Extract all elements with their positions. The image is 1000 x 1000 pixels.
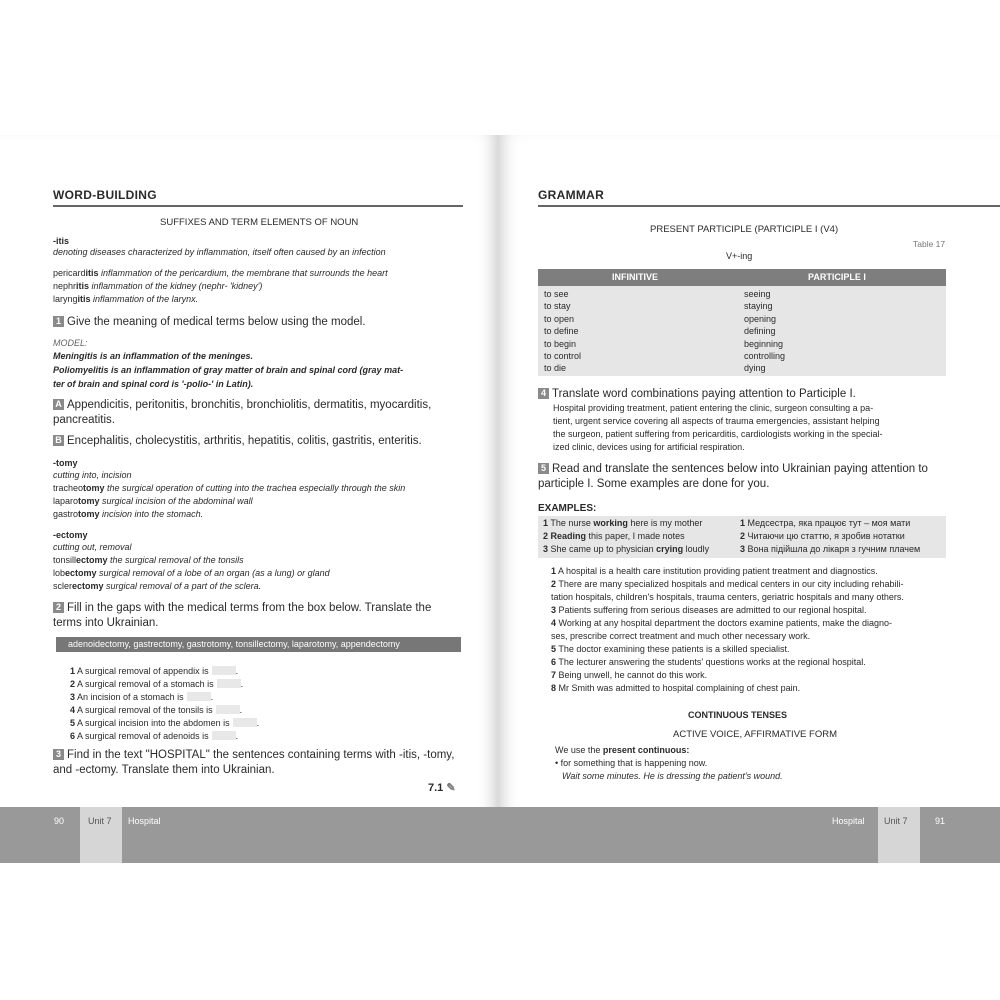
bullet-icon: •: [555, 758, 561, 768]
exercise-a: A Appendicitis, peritonitis, bronchitis, bronchiolitis, dermatitis, myocarditis, pancreatitis.: [53, 399, 432, 426]
suffix-ectomy: -ectomy: [53, 530, 88, 540]
unit-label: Unit 7: [88, 816, 112, 826]
footer-title: Hospital: [128, 816, 161, 826]
page-number: 91: [935, 816, 946, 826]
suffix-tomy: -tomy: [53, 458, 78, 468]
footer-title-block: [498, 807, 878, 863]
exercise-number: A: [53, 399, 64, 410]
model-label: MODEL:: [53, 338, 88, 348]
table-cell-infinitive: to see: [544, 289, 569, 299]
exercise-number: 4: [538, 388, 549, 399]
examples-label: EXAMPLES:: [538, 503, 597, 514]
gap-item: 4 A surgical removal of the tonsils is .: [70, 705, 243, 715]
model-line: Poliomyelitis is an inflammation of gray matter of brain and spinal cord (gray mat-: [53, 365, 404, 375]
gap-blank[interactable]: [216, 705, 240, 714]
sentence-line: 6 The lecturer answering the students' questions works at the regional hospital.: [551, 657, 866, 667]
table-cell-participle: dying: [744, 363, 766, 374]
footer-page-block: [920, 807, 1000, 863]
reference-number: 7.1 ✎: [428, 782, 456, 794]
table-cell-infinitive: to define: [544, 326, 579, 337]
gap-item: 3 An incision of a stomach is .: [70, 692, 214, 702]
exercise-3: 3 Find in the text "HOSPITAL" the sentences containing terms with -itis, -tomy, and -ectomy. Translate them into Ukrainian.: [53, 749, 455, 776]
footer-page-block: [0, 807, 80, 863]
sentence-line: 5 The doctor examining these patients is a skilled specialist.: [551, 644, 790, 654]
gap-blank[interactable]: [217, 679, 241, 688]
term-line: lobectomy surgical removal of a lobe of an organ (as a lung) or gland: [53, 568, 330, 578]
exercise-2: 2 Fill in the gaps with the medical terms from the box below. Translate the terms into Ukrainian.: [53, 602, 432, 629]
sentence-line: tation hospitals, children's hospitals, trauma centers, geriatric hospitals and many others.: [551, 592, 904, 602]
exercise-number: 1: [53, 316, 64, 327]
suffix-itis: -itis: [53, 236, 70, 246]
example-sentence: Wait some minutes. He is dressing the patient's wound.: [562, 771, 783, 781]
sentence-line: 4 Working at any hospital department the doctors examine patients, make the diagno-: [551, 618, 893, 628]
sentence-line: 7 Being unwell, he cannot do this work.: [551, 670, 708, 680]
left-page: [0, 135, 498, 863]
continuous-subtitle: ACTIVE VOICE, AFFIRMATIVE FORM: [673, 729, 837, 740]
term-line: laparotomy surgical incision of the abdominal wall: [53, 496, 253, 506]
gap-blank[interactable]: [212, 666, 236, 675]
subtitle: PRESENT PARTICIPLE (PARTICIPLE I (V4): [650, 224, 839, 235]
suffix-itis-desc: denoting diseases characterized by inflammation, itself often caused by an infection: [53, 247, 386, 257]
sentence-line: 1 A hospital is a health care institution providing patient treatment and diagnostics.: [551, 566, 878, 576]
ex4-line: tient, urgent service covering all aspects of trauma emergencies, assistant helping: [553, 416, 880, 426]
exercise-number: 5: [538, 463, 549, 474]
header-infinitive: INFINITIVE: [612, 272, 659, 282]
table-cell-infinitive: to stay: [544, 301, 571, 312]
table-cell-infinitive: to die: [544, 363, 567, 374]
table-cell-participle: staying: [744, 301, 773, 312]
table-cell-participle: opening: [744, 313, 777, 324]
exercise-b: B Encephalitis, cholecystitis, arthritis, hepatitis, colitis, gastritis, enteritis.: [53, 434, 463, 449]
gap-item: 1 A surgical removal of appendix is .: [70, 666, 239, 676]
subtitle: SUFFIXES AND TERM ELEMENTS OF NOUN: [160, 217, 359, 228]
example-ukrainian: 1 Медсестра, яка працює тут – моя мати: [740, 518, 911, 528]
bullet-line: • for something that is happening now.: [555, 758, 708, 768]
gap-item: 2 A surgical removal of a stomach is .: [70, 679, 244, 689]
sentence-line: ses, prescribe correct treatment and much other necessary work.: [551, 631, 811, 641]
usage-line: We use the present continuous:: [555, 745, 690, 755]
table-cell-participle: seeing: [744, 289, 771, 299]
gap-blank[interactable]: [233, 718, 257, 727]
word-box: adenoidectomy, gastrectomy, gastrotomy, tonsillectomy, laparotomy, appendectomy: [56, 637, 461, 652]
footer-title-block: [122, 807, 498, 863]
right-page: [498, 135, 1000, 863]
suffix-ectomy-desc: cutting out, removal: [53, 542, 132, 552]
examples-box: [538, 516, 946, 558]
example-english: 3 She came up to physician crying loudly: [543, 544, 710, 554]
section-title: WORD-BUILDING: [53, 188, 157, 202]
term-line: laryngitis inflammation of the larynx.: [53, 294, 199, 304]
section-rule: [53, 205, 463, 207]
term-line: gastrotomy incision into the stomach.: [53, 509, 204, 519]
exercise-1: 1 Give the meaning of medical terms below using the model.: [53, 315, 366, 330]
header-participle: PARTICIPLE I: [808, 272, 866, 282]
unit-label: Unit 7: [884, 816, 908, 826]
term-line: tonsillectomy the surgical removal of the tonsils: [53, 555, 244, 565]
section-rule: [538, 205, 1000, 207]
exercise-4: 4 Translate word combinations paying attention to Participle I.: [538, 387, 856, 402]
term-line: pericarditis inflammation of the pericardium, the membrane that surrounds the heart: [53, 268, 388, 278]
continuous-title: CONTINUOUS TENSES: [688, 710, 788, 720]
participle-table: [538, 269, 946, 376]
exercise-5: 5 Read and translate the sentences below into Ukrainian paying attention to participle I. Some examples are done for you.: [538, 463, 928, 490]
model-line: ter of brain and spinal cord is '-polio-' in Latin).: [53, 379, 254, 389]
table-cell-participle: defining: [744, 326, 776, 337]
gap-item: 6 A surgical removal of adenoids is .: [70, 731, 239, 741]
suffix-tomy-desc: cutting into, incision: [53, 470, 132, 480]
gap-item: 5 A surgical incision into the abdomen is .: [70, 718, 260, 728]
example-ukrainian: 2 Читаючи цю статтю, я зробив нотатки: [740, 531, 905, 541]
footer-title: Hospital: [832, 816, 865, 826]
ex4-line: ized clinic, devices using for artificial respiration.: [553, 442, 745, 452]
gap-blank[interactable]: [212, 731, 236, 740]
exercise-number: 3: [53, 749, 64, 760]
gap-blank[interactable]: [187, 692, 211, 701]
exercise-number: 2: [53, 602, 64, 613]
table-cell-infinitive: to control: [544, 351, 582, 361]
formula: V+-ing: [726, 251, 753, 261]
model-line: Meningitis is an inflammation of the meninges.: [53, 351, 254, 361]
table-cell-participle: beginning: [744, 338, 784, 349]
table-cell-participle: controlling: [744, 351, 786, 361]
sentence-line: 3 Patients suffering from serious diseases are admitted to our regional hospital.: [551, 605, 867, 615]
table-cell-infinitive: to begin: [544, 338, 577, 349]
ex4-line: the surgeon, patient suffering from pericarditis, cardiologists working in the special-: [553, 429, 883, 439]
table-number: Table 17: [913, 239, 946, 249]
term-line: nephritis inflammation of the kidney (nephr- 'kidney'): [53, 281, 263, 291]
section-title: GRAMMAR: [538, 188, 605, 202]
term-line: tracheotomy the surgical operation of cutting into the trachea especially through the skin: [53, 483, 406, 493]
pencil-icon: ✎: [446, 782, 456, 794]
table-header: [538, 269, 946, 286]
ex4-line: Hospital providing treatment, patient entering the clinic, surgeon consulting a pa-: [553, 403, 874, 413]
table-cell-infinitive: to open: [544, 313, 575, 324]
sentence-line: 8 Mr Smith was admitted to hospital complaining of chest pain.: [551, 683, 801, 693]
term-line: sclerectomy surgical removal of a part of the sclera.: [53, 581, 262, 591]
sentence-line: 2 There are many specialized hospitals and medical centers in our city including rehabili-: [551, 579, 904, 589]
example-english: 2 Reading this paper, I made notes: [543, 531, 685, 541]
example-english: 1 The nurse working here is my mother: [543, 518, 703, 528]
example-ukrainian: 3 Вона підійшла до лікаря з гучним плачем: [740, 544, 921, 554]
page-number: 90: [54, 816, 65, 826]
exercise-number: B: [53, 435, 64, 446]
